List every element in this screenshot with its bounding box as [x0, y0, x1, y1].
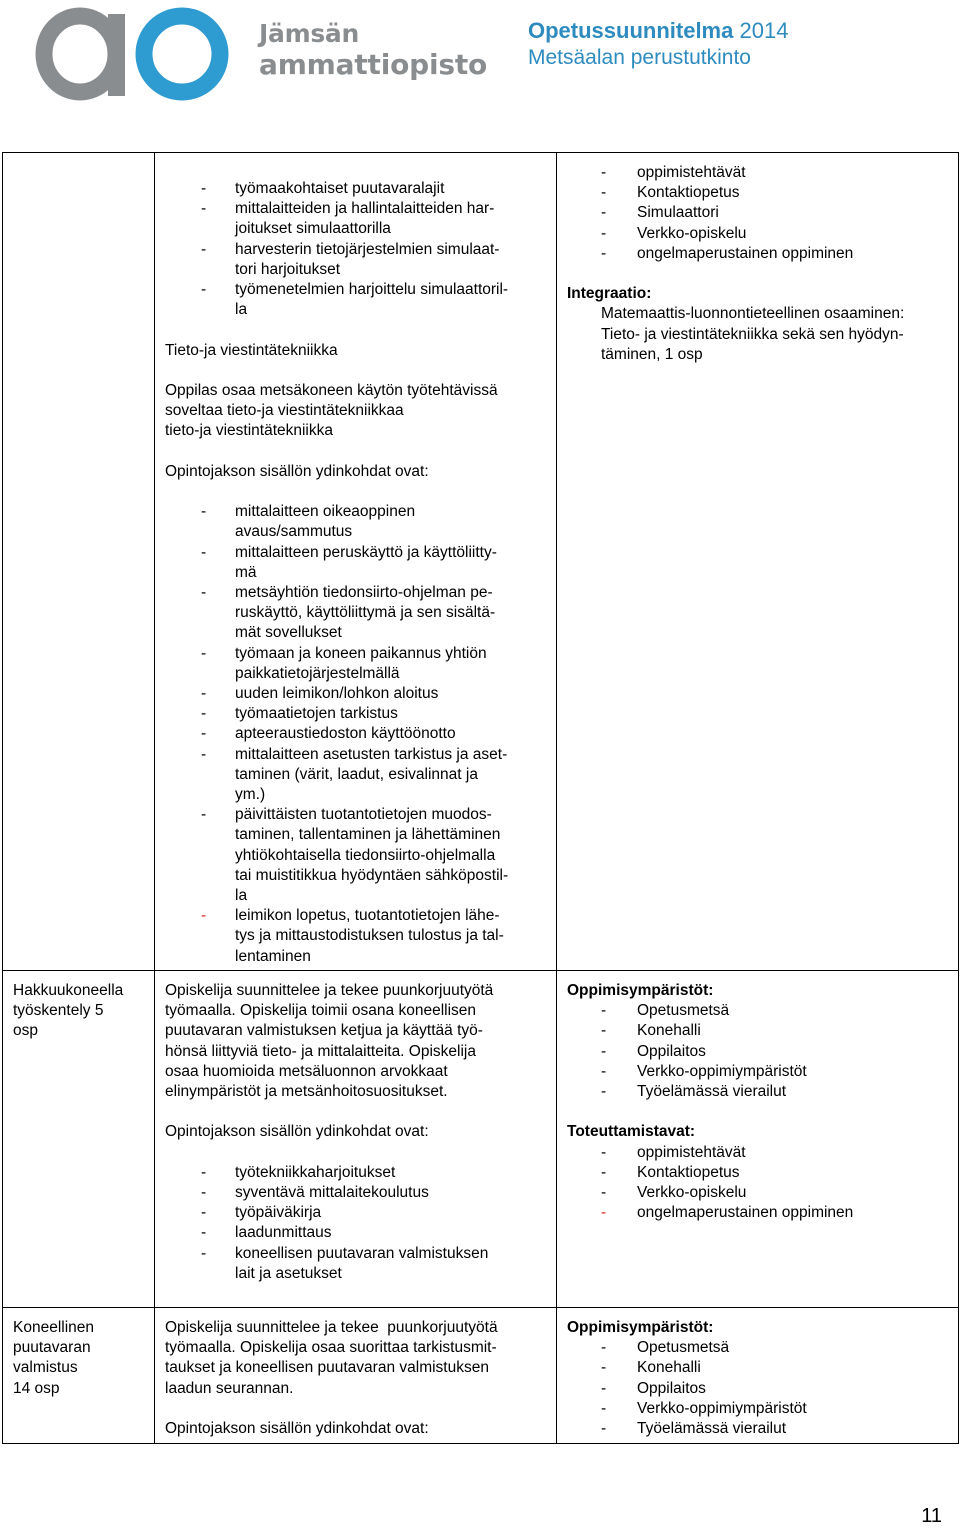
- module-name: Hakkuukoneella työskentely 5 osp: [13, 982, 124, 1040]
- list-item: - työmaatietojen tarkistus: [201, 705, 398, 723]
- ao-logo-mark: [22, 0, 242, 110]
- table-cell-module: [3, 1308, 155, 1444]
- list-item-text: oppimistehtävät: [637, 1143, 746, 1161]
- list-item: - työpäiväkirja: [201, 1204, 322, 1222]
- list-item-text: uuden leimikon/lohkon aloitus: [235, 685, 439, 703]
- document-year: 2014: [739, 18, 789, 43]
- document-subtitle: Metsäalan perustutkinto: [528, 46, 751, 69]
- list-item: - leimikon lopetus, tuotantotietojen lähe- tys ja mittaustodistuksen tulostus ja tal- lentaminen: [201, 907, 504, 965]
- list-item-text: Työelämässä vierailut: [637, 1083, 787, 1101]
- list-item-text: työtekniikkaharjoitukset: [235, 1163, 396, 1181]
- list-item: - työmenetelmien harjoittelu simulaattoril- la: [201, 281, 509, 319]
- list-item: - työmaakohtaiset puutavaralajit: [201, 180, 445, 197]
- list-item: - Opetusmetsä: [601, 1339, 730, 1357]
- list-item: - mittalaitteen asetusten tarkistus ja aset- taminen (värit, laadut, esivalinnat ja ym.): [201, 745, 508, 804]
- list-item: - oppimistehtävät: [601, 1143, 746, 1161]
- list-item-text: työmaatietojen tarkistus: [235, 705, 398, 723]
- module-name: Koneellinen puutavaran valmistus 14 osp: [13, 1319, 95, 1397]
- list-item: - Verkko-opiskelu: [601, 224, 747, 242]
- list-item-text: Simulaattori: [637, 204, 719, 222]
- logo-line-1: Jämsän: [259, 19, 359, 48]
- list-item: - metsäyhtiön tiedonsiirto-ohjelman pe- ruskäyttö, käyttöliittymä ja sen sisältä- mät sovellukset: [201, 584, 496, 642]
- list-item: - harvesterin tietojärjestelmien simulaat- tori harjoitukset: [201, 240, 500, 278]
- list-item-text: Opetusmetsä: [637, 1002, 730, 1020]
- practice-list: [165, 179, 546, 320]
- list-item: - Oppilaitos: [601, 1379, 706, 1397]
- section-subheading: Tieto-ja viestintätekniikka: [165, 341, 338, 359]
- document-title-text: Opetussuunnitelma: [528, 18, 734, 43]
- list-item-text: mittalaitteiden ja hallintalaitteiden har- joitukset simulaattorilla: [235, 200, 495, 238]
- table-cell-methods: [557, 153, 959, 971]
- list-item: - laadunmittaus: [201, 1224, 332, 1242]
- list-item-text: syventävä mittalaitekoulutus: [235, 1184, 429, 1201]
- list-item: - koneellisen puutavaran valmistuksen lait ja asetukset: [201, 1244, 489, 1282]
- list-item-text: Verkko-opiskelu: [637, 224, 747, 242]
- content-heading: Opintojakson sisällön ydinkohdat ovat:: [165, 462, 429, 480]
- list-item-text: mittalaitteen asetusten tarkistus ja aset- taminen (värit, laadut, esivalinnat ja ym.): [235, 745, 508, 804]
- table-cell-objectives: [155, 1308, 557, 1444]
- logo-line-2: ammattiopisto: [259, 48, 488, 81]
- list-item: - Verkko-oppimiympäristöt: [601, 1062, 807, 1080]
- list-item-text: apteeraustiedoston käyttöönotto: [235, 725, 456, 743]
- list-item: - syventävä mittalaitekoulutus: [201, 1184, 429, 1201]
- list-item-text: leimikon lopetus, tuotantotietojen lähe- tys ja mittaustodistuksen tulostus ja tal- lentaminen: [235, 907, 504, 965]
- list-item-text: työmaakohtaiset puutavaralajit: [235, 180, 445, 197]
- integration-text: Matemaattis-luonnontieteellinen osaaminen: Tieto- ja viestintätekniikka sekä sen hyödyn- täminen, 1 osp: [601, 305, 905, 363]
- curriculum-table: [2, 152, 959, 1444]
- list-item: - mittalaitteiden ja hallintalaitteiden har- joitukset simulaattorilla: [201, 200, 495, 238]
- method-list: [567, 1143, 948, 1224]
- list-item-text: Työelämässä vierailut: [637, 1420, 787, 1438]
- content-heading: Opintojakson sisällön ydinkohdat ovat:: [165, 1123, 429, 1141]
- list-item-text: Kontaktiopetus: [637, 1163, 740, 1181]
- objective-paragraph: Opiskelija suunnittelee ja tekee puunkorjuutyötä työmaalla. Opiskelija toimii osana koneellisen puutavaran valmistuksen ketjua ja käyttää työ- hönsä liittyviä tieto- ja mittalaitteita. Opiskelija osaa huomioida metsäluonnon arvokkaat elinympäristöt ja metsänhoitosuositukset.: [165, 982, 494, 1101]
- list-item: - Kontaktiopetus: [601, 1163, 740, 1181]
- list-item: - Verkko-oppimiympäristöt: [601, 1399, 807, 1417]
- list-item-text: Kontaktiopetus: [637, 184, 740, 202]
- list-item-text: työmaan ja koneen paikannus yhtiön paikkatietojärjestelmällä: [235, 644, 487, 682]
- list-item-text: työmenetelmien harjoittelu simulaattoril- la: [235, 281, 509, 319]
- list-item: - Konehalli: [601, 1359, 701, 1377]
- list-item-text: ongelmaperustainen oppiminen: [637, 1204, 854, 1222]
- environments-label: Oppimisympäristöt:: [567, 982, 714, 999]
- list-item-text: Oppilaitos: [637, 1042, 706, 1060]
- list-item: - Opetusmetsä: [601, 1002, 730, 1020]
- list-item-text: mittalaitteen oikeaoppinen avaus/sammutus: [235, 503, 416, 541]
- content-list: [165, 502, 546, 967]
- environments-label: Oppimisympäristöt:: [567, 1319, 714, 1336]
- list-item-text: laadunmittaus: [235, 1224, 332, 1242]
- list-item-text: ongelmaperustainen oppiminen: [637, 244, 854, 262]
- list-item-text: harvesterin tietojärjestelmien simulaat- tori harjoitukset: [235, 240, 500, 278]
- table-row: [3, 971, 959, 1308]
- list-item: - oppimistehtävät: [601, 164, 746, 181]
- list-item-text: koneellisen puutavaran valmistuksen lait ja asetukset: [235, 1244, 489, 1282]
- integration-label: Integraatio:: [567, 285, 652, 303]
- list-item-text: Oppilaitos: [637, 1379, 706, 1397]
- document-title: [528, 17, 788, 44]
- methods-label: Toteuttamistavat:: [567, 1123, 696, 1141]
- list-item-text: Verkko-opiskelu: [637, 1184, 747, 1202]
- list-item: - työmaan ja koneen paikannus yhtiön paikkatietojärjestelmällä: [201, 644, 487, 682]
- table-row: [3, 1308, 959, 1444]
- list-item: - mittalaitteen oikeaoppinen avaus/sammutus: [201, 503, 416, 541]
- list-item-text: metsäyhtiön tiedonsiirto-ohjelman pe- ruskäyttö, käyttöliittymä ja sen sisältä- mät sovellukset: [235, 584, 496, 642]
- list-item: - päivittäisten tuotantotietojen muodos- taminen, tallentaminen ja lähettäminen yhtiökohtaisella tiedonsiirto-ohjelmalla tai muistitikkua hyödyntäen sähköpostil- la: [201, 806, 509, 905]
- table-cell-module: [3, 153, 155, 971]
- college-logo: [22, 0, 488, 110]
- content-list: [165, 1163, 546, 1284]
- list-item: - apteeraustiedoston käyttöönotto: [201, 725, 456, 743]
- environment-list: [567, 1001, 948, 1102]
- table-cell-objectives: [155, 153, 557, 971]
- list-item-text: mittalaitteen peruskäyttö ja käyttöliitty- mä: [235, 543, 497, 581]
- objective-paragraph: Oppilas osaa metsäkoneen käytön työtehtävissä soveltaa tieto-ja viestintätekniikkaa tieto-ja viestintätekniikka: [165, 382, 498, 440]
- list-item: - ongelmaperustainen oppiminen: [601, 1204, 854, 1222]
- list-item: - työtekniikkaharjoitukset: [201, 1163, 396, 1181]
- table-cell-methods: [557, 971, 959, 1308]
- list-item: - uuden leimikon/lohkon aloitus: [201, 685, 439, 703]
- table-cell-module: [3, 971, 155, 1308]
- list-item-text: päivittäisten tuotantotietojen muodos- taminen, tallentaminen ja lähettäminen yhtiökohtaisella tiedonsiirto-ohjelmalla tai muistitikkua hyödyntäen sähköpostil- la: [235, 806, 509, 905]
- method-list: [567, 163, 948, 264]
- logo-wordmark: [259, 18, 487, 80]
- table-cell-objectives: [155, 971, 557, 1308]
- list-item: - Simulaattori: [601, 204, 719, 222]
- list-item-text: Konehalli: [637, 1022, 701, 1040]
- environment-list: [567, 1338, 948, 1439]
- list-item-text: Opetusmetsä: [637, 1339, 730, 1357]
- document-header: [528, 17, 788, 72]
- page-number: 11: [921, 1505, 942, 1527]
- list-item: - Kontaktiopetus: [601, 184, 740, 202]
- list-item: - Oppilaitos: [601, 1042, 706, 1060]
- list-item: - mittalaitteen peruskäyttö ja käyttöliitty- mä: [201, 543, 497, 581]
- content-heading: Opintojakson sisällön ydinkohdat ovat:: [165, 1420, 429, 1437]
- table-cell-methods: [557, 1308, 959, 1444]
- list-item-text: oppimistehtävät: [637, 164, 746, 181]
- list-item: - Työelämässä vierailut: [601, 1420, 787, 1438]
- list-item-text: Verkko-oppimiympäristöt: [637, 1399, 807, 1417]
- list-item-text: Verkko-oppimiympäristöt: [637, 1062, 807, 1080]
- list-item: - Verkko-opiskelu: [601, 1184, 747, 1202]
- list-item: - ongelmaperustainen oppiminen: [601, 244, 854, 262]
- table-row: [3, 153, 959, 971]
- list-item: - Konehalli: [601, 1022, 701, 1040]
- list-item: - Työelämässä vierailut: [601, 1083, 787, 1101]
- list-item-text: työpäiväkirja: [235, 1204, 322, 1222]
- objective-paragraph: Opiskelija suunnittelee ja tekee puunkorjuutyötä työmaalla. Opiskelija osaa suorittaa tarkistusmit- taukset ja koneellisen puutavaran valmistuksen laadun seurannan.: [165, 1319, 498, 1397]
- list-item-text: Konehalli: [637, 1359, 701, 1377]
